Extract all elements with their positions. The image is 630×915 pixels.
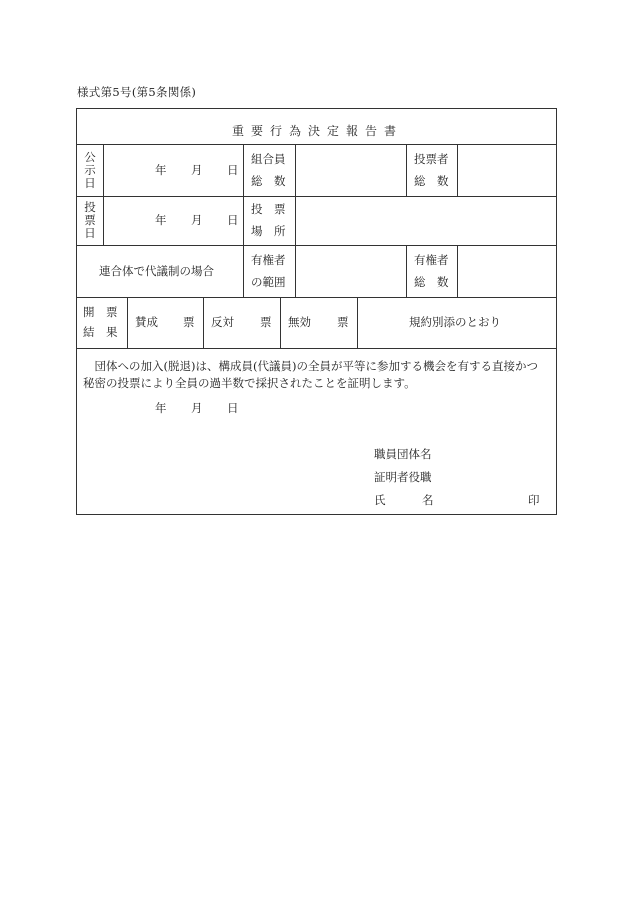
- voters-line1: 投票者: [414, 152, 449, 166]
- announcement-char-1: 公: [84, 150, 96, 164]
- votes-invalid-label: 無効: [288, 315, 311, 329]
- rule-v-r4-d: [357, 297, 358, 348]
- rule-v-col5-row3: [457, 245, 458, 297]
- rule-v-r4-a: [127, 297, 128, 348]
- votes-against-label: 反対: [211, 315, 234, 329]
- votes-for-unit: 票: [183, 315, 195, 329]
- vote-result-label: [83, 302, 118, 342]
- vote-date-label: [83, 201, 97, 240]
- vote-day-label: 日: [227, 213, 239, 227]
- vote-place-label: [251, 198, 286, 242]
- vote-date-char-3: 日: [84, 226, 96, 240]
- rule-v-r4-b: [203, 297, 204, 348]
- rule-below-row4: [77, 348, 556, 349]
- rule-v-col5-row1: [457, 144, 458, 196]
- vote-place-line1: 投 票: [251, 202, 286, 216]
- rule-below-row2: [77, 245, 556, 246]
- votes-for-label: 賛成: [135, 315, 158, 329]
- eligible-range-label: [251, 249, 286, 293]
- rule-below-title: [77, 144, 556, 145]
- rule-v-label-col: [103, 144, 104, 245]
- certifier-title-label: 証明者役職: [374, 470, 432, 484]
- eligible-total-line2: 総 数: [414, 275, 449, 289]
- vote-result-line1: 開 票: [83, 305, 118, 319]
- votes-invalid-unit: 票: [337, 315, 349, 329]
- rule-below-row1: [77, 196, 556, 197]
- bylaws-attached-note: 規約別添のとおり: [409, 315, 501, 329]
- name-label-char-2: 名: [422, 493, 434, 507]
- form-number-label: 様式第5号(第5条関係): [77, 85, 197, 99]
- cert-month-label: 月: [191, 401, 203, 415]
- union-members-total-label: [251, 148, 286, 192]
- vote-year-label: 年: [155, 213, 167, 227]
- federation-representative-label: 連合体で代議制の場合: [99, 264, 214, 278]
- rule-below-row3: [77, 297, 556, 298]
- rule-v-col3: [295, 144, 296, 297]
- voters-total-label: [414, 148, 449, 192]
- union-members-line2: 総 数: [251, 174, 286, 188]
- vote-date-char-2: 票: [84, 213, 96, 227]
- report-form-table: [76, 108, 557, 515]
- vote-date-char-1: 投: [84, 200, 96, 214]
- certification-paragraph: [83, 358, 553, 392]
- rule-v-col2: [243, 144, 244, 297]
- votes-against-unit: 票: [260, 315, 272, 329]
- name-label-char-1: 氏: [374, 493, 386, 507]
- form-title: 重要行為決定報告書: [231, 124, 403, 138]
- vote-month-label: 月: [191, 213, 203, 227]
- vote-result-line2: 結 果: [83, 325, 118, 339]
- eligible-range-line1: 有権者: [251, 253, 286, 267]
- certification-line-1: 団体への加入(脱退)は、構成員(代議員)の全員が平等に参加する機会を有する直接かつ: [83, 359, 538, 373]
- certification-line-2: 秘密の投票により全員の過半数で採択されたことを証明します。: [83, 376, 416, 390]
- eligible-total-label: [414, 249, 449, 293]
- rule-v-col4-row1: [406, 144, 407, 196]
- announcement-month-label: 月: [191, 163, 203, 177]
- seal-mark: 印: [528, 493, 540, 507]
- organization-name-label: 職員団体名: [374, 447, 432, 461]
- announcement-year-label: 年: [155, 163, 167, 177]
- cert-year-label: 年: [155, 401, 167, 415]
- announcement-char-2: 示: [84, 163, 96, 177]
- vote-place-line2: 場 所: [251, 224, 286, 238]
- rule-v-col4-row3: [406, 245, 407, 297]
- eligible-range-line2: の範囲: [251, 275, 286, 289]
- rule-v-r4-c: [280, 297, 281, 348]
- voters-line2: 総 数: [414, 174, 449, 188]
- announcement-day-label: 日: [227, 163, 239, 177]
- cert-day-label: 日: [227, 401, 239, 415]
- eligible-total-line1: 有権者: [414, 253, 449, 267]
- union-members-line1: 組合員: [251, 152, 286, 166]
- announcement-date-label: [83, 151, 97, 190]
- announcement-char-3: 日: [84, 176, 96, 190]
